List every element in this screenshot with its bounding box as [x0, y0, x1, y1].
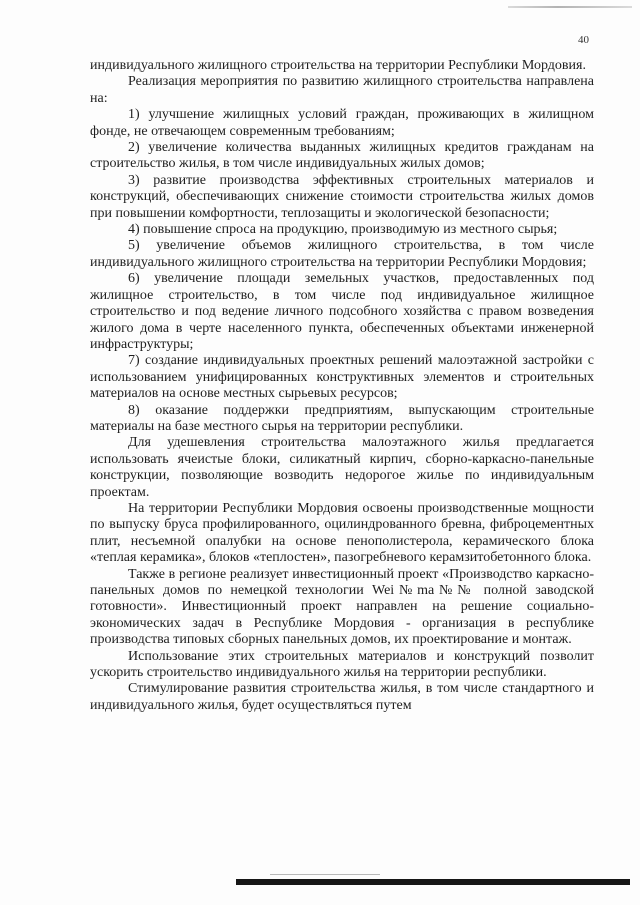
list-item-2: 2) увеличение количества выданных жилищных кредитов гражданам на строительство жилья, в том числе индивидуальных жилых домов;	[90, 140, 594, 172]
list-item-4: 4) повышение спроса на продукцию, производимую из местного сырья;	[128, 222, 558, 238]
paragraph-continuation: индивидуального жилищного строительства на территории Республики Мордовия.	[90, 58, 586, 73]
scan-artifact-bottom	[236, 879, 630, 885]
list-item-7: 7) создание индивидуальных проектных решений малоэтажной застройки с использованием унифицированных конструктивных элементов и строительных материалов на основе местных сырьевых ресурсов;	[90, 353, 594, 402]
paragraph-production-capacity: На территории Республики Мордовия освоены производственные мощности по выпуску бруса профилированного, оцилиндрованного бревна, фиброцементных плит, несъемной опалубки на основе пенополистерола, керамического блока «теплая керамика», блоков «теплостен», пазогребневого керамзитобетонного блока.	[90, 500, 594, 566]
document-body	[90, 58, 594, 714]
list-item-3: 3) развитие производства эффективных строительных материалов и конструкций, обеспечивающих снижение стоимости строительства жилых домов при повышении комфортности, теплозащиты и экологической безопасности;	[90, 172, 594, 221]
list-item-1: 1) улучшение жилищных условий граждан, проживающих в жилищном фонде, не отвечающем современным требованиям;	[90, 107, 594, 139]
paragraph-stimulation: Стимулирование развития строительства жилья, в том числе стандартного и индивидуального жилья, будет осуществляться путем	[90, 681, 594, 713]
paragraph-cost-reduction: Для удешевления строительства малоэтажного жилья предлагается использовать ячеистые блоки, силикатный кирпич, сборно-каркасно-панельные конструкции, позволяющие возводить недорогое жилье по индивидуальным проектам.	[90, 435, 594, 500]
scan-artifact-bottom-faint	[270, 874, 380, 875]
list-item-6: 6) увеличение площади земельных участков, предоставленных под жилищное строительство, в том числе под индивидуальное жилищное строительство и под ведение личного подсобного хозяйства с правом возведения жилого дома в черте населенного пункта, обеспеченных объектами инженерной инфраструктуры;	[90, 271, 594, 352]
paragraph-intro: Реализация мероприятия по развитию жилищного строительства направлена на:	[90, 74, 594, 106]
list-item-5: 5) увеличение объемов жилищного строительства, в том числе индивидуального жилищного строительства на территории Республики Мордовия;	[90, 238, 594, 270]
scan-artifact-top	[508, 6, 632, 8]
list-item-8: 8) оказание поддержки предприятиям, выпускающим строительные материалы на базе местного сырья на территории республики.	[90, 402, 594, 434]
page-number: 40	[578, 34, 589, 46]
paragraph-materials-usage: Использование этих строительных материалов и конструкций позволит ускорить строительство индивидуального жилья на территории республики.	[90, 648, 594, 681]
paragraph-investment-project: Также в регионе реализует инвестиционный проект «Производство каркасно-панельных домов по немецкой технологии Wei№ma№№ полной заводской готовности». Инвестиционный проект направлен на решение социально-экономических задач в Республике Мордовия - организация в республике производства типовых сборных панельных домов, их проектирование и монтаж.	[90, 566, 594, 648]
